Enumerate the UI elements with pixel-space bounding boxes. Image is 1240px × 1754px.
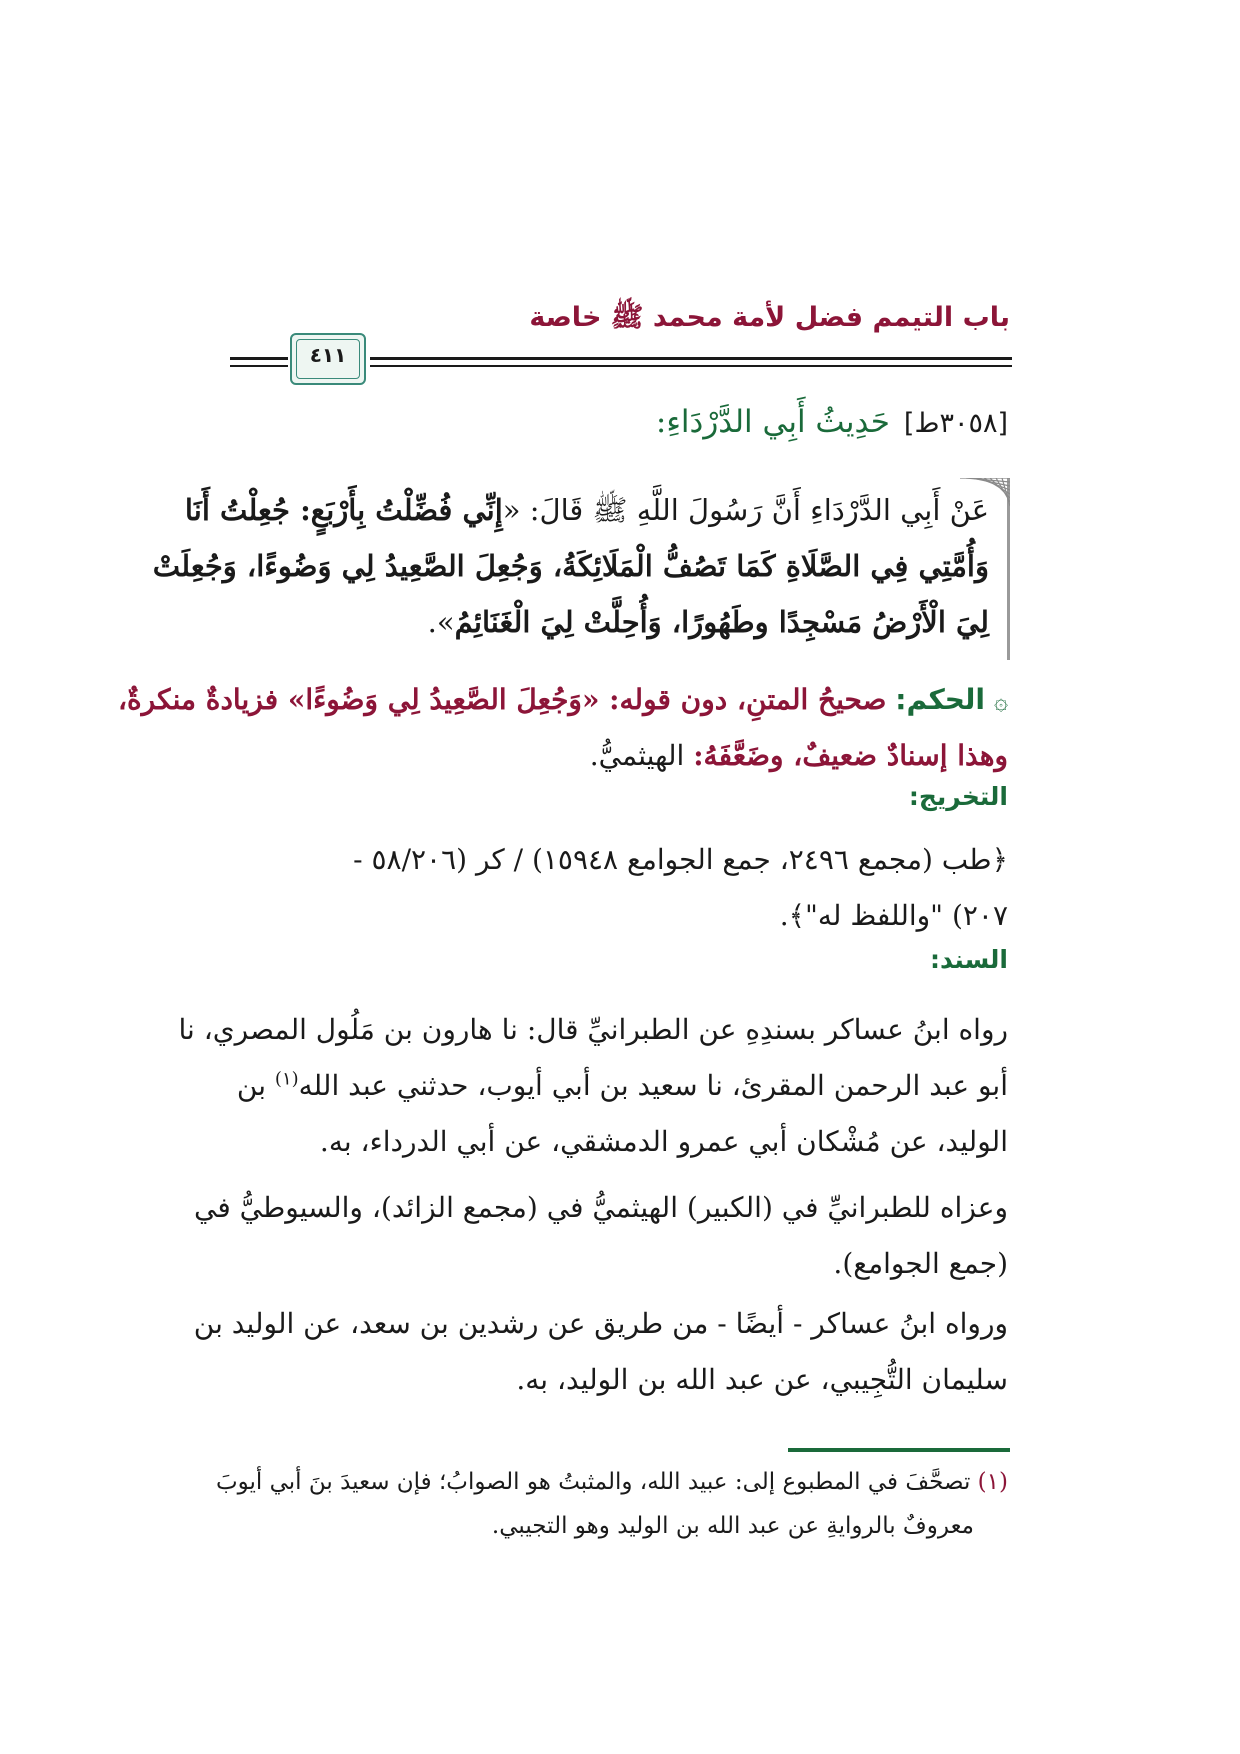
- hadith-number: [٣٠٥٨ط]: [903, 408, 1008, 439]
- hadith-title: حَدِيثُ أَبِي الدَّرْدَاءِ:: [655, 404, 890, 440]
- running-head-title: باب التيمم فضل لأمة محمد ﷺ خاصة: [529, 302, 1010, 333]
- hadith-line-3-end: ».: [427, 605, 455, 639]
- hadith-line-1: [184, 482, 989, 538]
- header-rule-left-bottom: [230, 365, 288, 367]
- page-number: ٤١١: [309, 343, 347, 367]
- hadith-heading: [656, 404, 1008, 440]
- hadith-line-3: [229, 594, 989, 650]
- hadith-line-1-intro: عَنْ أَبِي الدَّرْدَاءِ أَنَّ رَسُولَ اللَّهِ ﷺ قَالَ: «: [502, 493, 989, 527]
- sanad-paragraph-2: [193, 1180, 1008, 1292]
- takhrij-line-1: ﴿طب (مجمع ٢٤٩٦، جمع الجوامع ١٥٩٤٨) / كر (٥٨/٢٠٦ -: [353, 843, 1008, 876]
- sanad-label: السند:: [929, 945, 1008, 974]
- sanad-p3-line-2: سليمان التُّجِيبي، عن عبد الله بن الوليد، به.: [516, 1363, 1008, 1396]
- sanad-p2-line-2: (جمع الجوامع).: [833, 1247, 1008, 1280]
- sanad-paragraph-3: [193, 1296, 1008, 1408]
- ruling-quote: «وَجُعِلَ الصَّعِيدُ لِي وَضُوءًا»: [287, 683, 600, 716]
- sanad-paragraph-1: [178, 1002, 1008, 1170]
- header-rule-bottom: [370, 365, 1012, 367]
- takhrij-label: التخريج:: [908, 782, 1008, 811]
- footnote-line-1: [215, 1460, 1008, 1504]
- hadith-line-3-matn: لِيَ الْأَرْضُ مَسْجِدًا وطَهُورًا، وَأُحِلَّتْ لِيَ الْغَنَائِمُ: [454, 605, 989, 639]
- hadith-text-box: [152, 478, 1010, 660]
- sanad-p2-line-1: وعزاه للطبرانيِّ في (الكبير) الهيثميُّ في (مجمع الزائد)، والسيوطيُّ في: [193, 1191, 1008, 1224]
- footnote-ref[interactable]: (١): [274, 1068, 299, 1090]
- ruling-text-b: فزيادةٌ منكرةٌ،: [117, 683, 288, 716]
- sanad-p1-line-3: الوليد، عن مُشْكان أبي عمرو الدمشقي، عن أبي الدرداء، به.: [319, 1125, 1008, 1158]
- ruling-line-2: [228, 728, 1008, 784]
- footnote-line-2: معروفٌ بالروايةِ عن عبد الله بن الوليد وهو التجيبي.: [491, 1513, 974, 1539]
- hadith-lines: [152, 482, 989, 650]
- ruling-ornament-icon: ۞: [993, 687, 1008, 715]
- sanad-p1-line-2: [228, 1058, 1008, 1114]
- sanad-p1-line-1: رواه ابنُ عساكر بسندِهِ عن الطبرانيِّ قال: نا هارون بن مَلُول المصري، نا: [178, 1013, 1008, 1046]
- ruling-scholar: الهيثميُّ.: [589, 739, 694, 772]
- ruling-block: [117, 672, 1008, 784]
- ruling-text-a: صحيحُ المتنِ، دون قوله:: [599, 683, 887, 716]
- ruling-isnad: وهذا إسنادٌ ضعيفٌ، وضَعَّفَهُ:: [693, 739, 1008, 772]
- header-rule-left-top: [230, 357, 288, 360]
- footnote-rule: [788, 1448, 1010, 1452]
- footnote-number: (١): [977, 1469, 1008, 1495]
- page-number-frame: [290, 333, 366, 385]
- footnote: [215, 1460, 1008, 1548]
- ruling-label: الحكم:: [895, 683, 986, 716]
- header-rule-top: [370, 357, 1012, 360]
- hadith-line-2: وَأُمَّتِي فِي الصَّلَاةِ كَمَا تَصُفُّ الْمَلَائِكَةُ، وَجُعِلَ الصَّعِيدُ لِي وَضُوءًا، وَجُعِلَتْ: [152, 549, 989, 583]
- sanad-p1-line-2-b: بن: [236, 1069, 275, 1102]
- footnote-line-1-text: تصحَّفَ في المطبوع إلى: عبيد الله، والمثبتُ هو الصوابُ؛ فإن سعيدَ بنَ أبي أيوبَ: [215, 1469, 978, 1495]
- sanad-p1-line-2-a: أبو عبد الرحمن المقرئ، نا سعيد بن أبي أيوب، حدثني عبد الله: [298, 1069, 1008, 1102]
- takhrij-line-2: ٢٠٧) "واللفظ له"﴾.: [779, 899, 1008, 932]
- hadith-line-1-matn: إِنِّي فُضِّلْتُ بِأَرْبَعٍ: جُعِلْتُ أَنَا: [184, 493, 503, 527]
- sanad-p3-line-1: ورواه ابنُ عساكر - أيضًا - من طريق عن رشدين بن سعد، عن الوليد بن: [193, 1307, 1008, 1340]
- ruling-line-1: [117, 672, 1008, 728]
- takhrij-paragraph: [228, 832, 1008, 944]
